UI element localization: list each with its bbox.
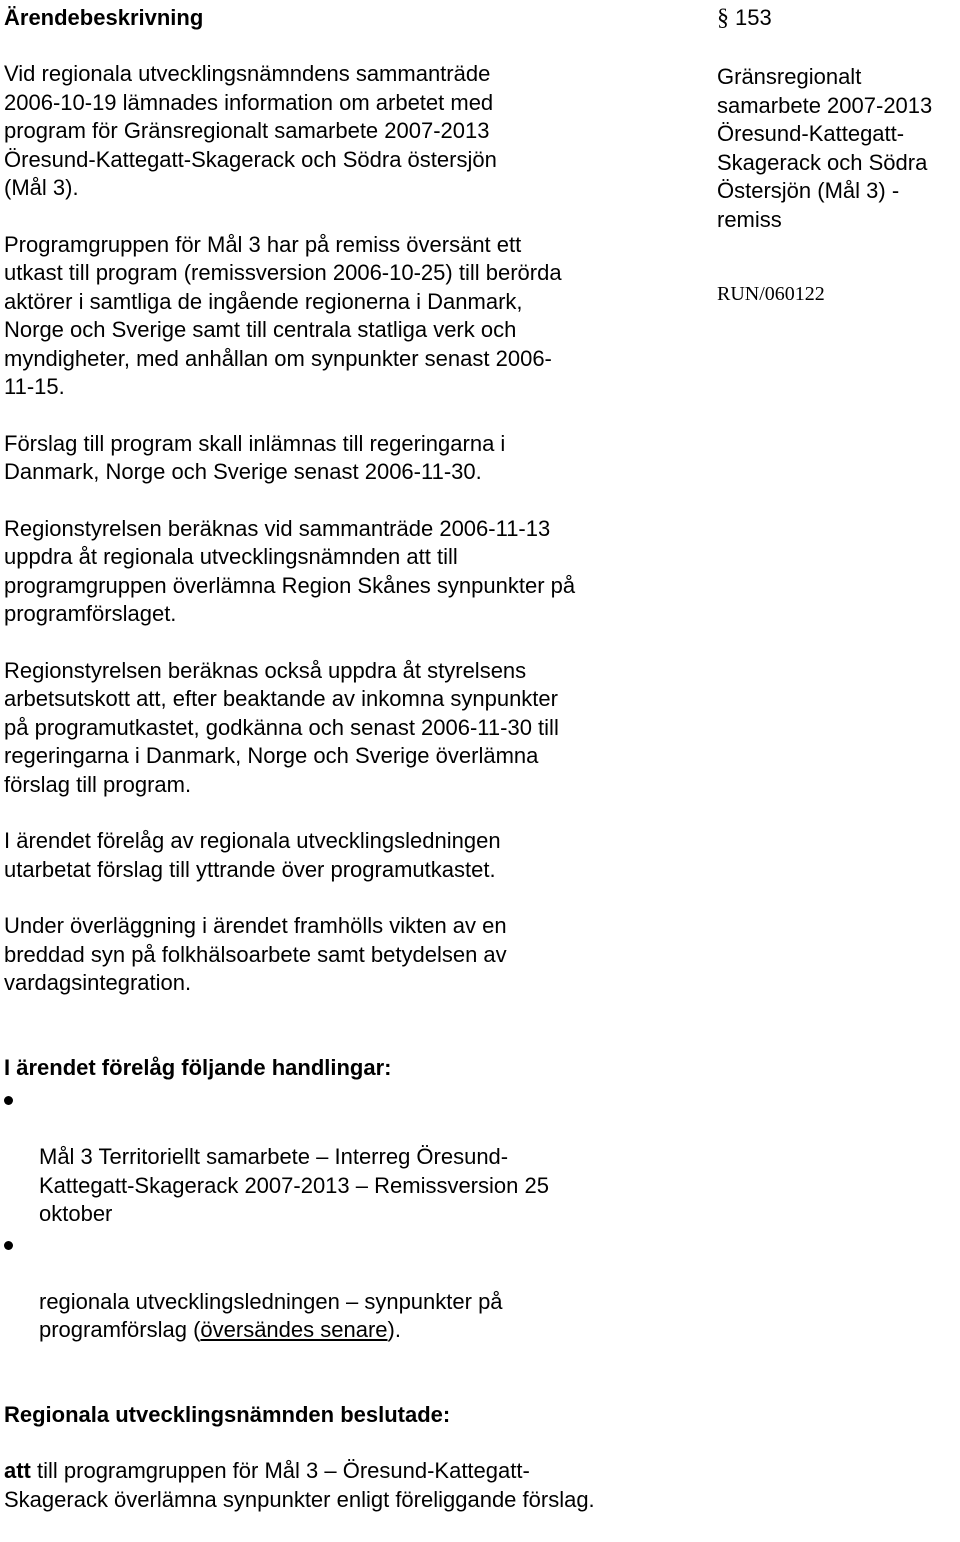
paragraph-6: I ärendet förelåg av regionala utvecklingsledningen utarbetat förslag till yttrande över programutkastet. bbox=[4, 828, 501, 882]
case-title: Gränsregionalt samarbete 2007-2013 Öresund-Kattegatt- Skagerack och Södra Östersjön (Mål 3) - remiss bbox=[717, 64, 933, 232]
paragraph-4: Regionstyrelsen beräknas vid sammanträde 2006-11-13 uppdra åt regionala utvecklingsnämnden att till programgruppen överlämna Region Skånes synpunkter på programförslaget. bbox=[4, 515, 576, 626]
side-column bbox=[717, 4, 960, 309]
decision-body: till programgruppen för Mål 3 – Öresund-Kattegatt- Skagerack överlämna synpunkter enligt föreliggande förslag. bbox=[4, 1458, 595, 1512]
decision-att-label: att bbox=[4, 1458, 31, 1483]
bullet-icon bbox=[4, 1241, 13, 1250]
decision-heading: Regionala utvecklingsnämnden beslutade: bbox=[4, 1401, 451, 1427]
section-sign-icon: § bbox=[717, 4, 729, 31]
document-item-underlined: översändes senare bbox=[200, 1317, 388, 1342]
document-item bbox=[4, 1231, 694, 1345]
documents-list bbox=[4, 1086, 694, 1345]
paragraph-2: Programgruppen för Mål 3 har på remiss översänt ett utkast till program (remissversion 2006-10-25) till berörda aktörer i samtliga de ingående regionerna i Danmark, Norge och Sverige samt till centrala statliga verk och myndigheter, med anhållan om synpunkter senast 2006- 11-15. bbox=[4, 231, 562, 399]
section-heading: Ärendebeskrivning bbox=[4, 5, 204, 30]
document-item bbox=[4, 1086, 694, 1229]
case-number: 153 bbox=[735, 4, 772, 30]
paragraph-3: Förslag till program skall inlämnas till regeringarna i Danmark, Norge och Sverige senast 2006-11-30. bbox=[4, 430, 506, 484]
document-item-text: Mål 3 Territoriellt samarbete – Interreg Öresund- Kattegatt-Skagerack 2007-2013 – Remissversion 25 oktober bbox=[39, 1144, 549, 1226]
decision-text bbox=[4, 1457, 694, 1514]
document-item-tail: ). bbox=[387, 1317, 401, 1342]
case-reference: RUN/060122 bbox=[717, 283, 825, 305]
main-column bbox=[4, 0, 694, 1542]
paragraph-1: Vid regionala utvecklingsnämndens sammanträde 2006-10-19 lämnades information om arbetet med program för Gränsregionalt samarbete 2007-2013 Öresund-Kattegatt-Skagerack och Södra östersjön (Mål 3). bbox=[4, 61, 497, 200]
bullet-icon bbox=[4, 1096, 13, 1105]
case-number-line bbox=[717, 4, 960, 32]
paragraph-5: Regionstyrelsen beräknas också uppdra åt styrelsens arbetsutskott att, efter beaktande av inkomna synpunkter på programutkastet, godkänna och senast 2006-11-30 till regeringarna i Danmark, Norge och Sverige överlämna förslag till program. bbox=[4, 657, 559, 797]
documents-heading: I ärendet förelåg följande handlingar: bbox=[4, 1054, 392, 1080]
document-item-text: regionala utvecklingsledningen – synpunkter på programförslag ( bbox=[39, 1288, 503, 1342]
paragraph-7: Under överläggning i ärendet framhölls vikten av en breddad syn på folkhälsoarbete samt betydelsen av vardagsintegration. bbox=[4, 913, 507, 995]
